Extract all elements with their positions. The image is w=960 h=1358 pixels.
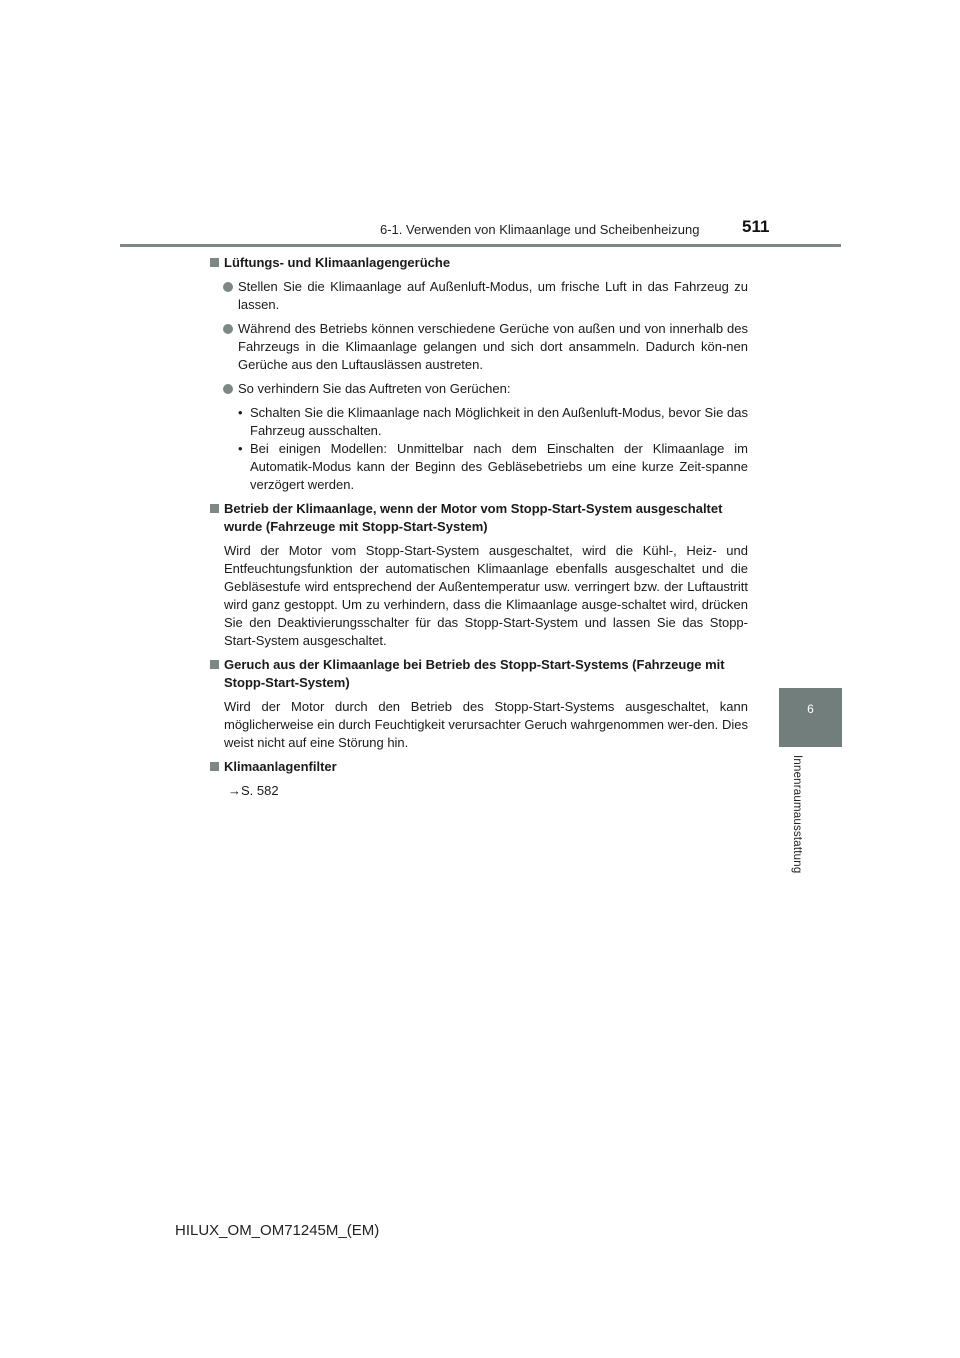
circle-bullet-icon [223,282,233,292]
sub-list-item [210,404,748,440]
square-bullet-icon [210,258,219,267]
bullet-item [210,380,748,398]
page-reference: →S. 582 [228,783,279,798]
heading-text: Klimaanlagenfilter [224,759,337,774]
heading-text: Betrieb der Klimaanlage, wenn der Motor vom Stopp-Start-System ausgeschaltet wurde (Fahrzeuge mit Stopp-Start-System) [224,501,723,534]
circle-bullet-icon [223,324,233,334]
bullet-text: Während des Betriebs können verschiedene Gerüche von außen und von innerhalb des Fahrzeugs in die Klimaanlage gelangen und sich dort ansammeln. Dadurch kön-nen Gerüche aus den Luftauslässen austreten. [238,321,748,372]
page-number: 511 [742,217,770,236]
section-heading-odors [210,254,748,272]
bullet-item [210,320,748,374]
document-id: HILUX_OM_OM71245M_(EM) [175,1222,380,1239]
chapter-number: 6 [807,702,814,716]
circle-bullet-icon [223,384,233,394]
section-heading-stop-start [210,500,748,536]
sub-list-item [210,440,748,494]
section-paragraph: Wird der Motor durch den Betrieb des Stopp-Start-Systems ausgeschaltet, kann möglicherweise ein durch Feuchtigkeit verursachter Geruch wahrgenommen wer-den. Dies weist nicht auf eine Störung hin. [224,699,748,750]
section-heading-smell [210,656,748,692]
section-paragraph: Wird der Motor vom Stopp-Start-System ausgeschaltet, wird die Kühl-, Heiz- und Entfeuchtungsfunktion der automatischen Klimaanlage ebenfalls ausgeschaltet und die Gebläsestufe wird entsprechend der Außentemperatur usw. verringert bzw. der Luftaustritt wird ganz gestoppt. Um zu verhindern, dass die Klimaanlage ausge-schaltet wird, drücken Sie den Deaktivierungsschalter für das Stopp-Start-System und lassen Sie das Stopp-Start-System ausgeschaltet. [224,543,748,648]
dot-marker-icon: • [238,405,243,420]
sub-list [210,404,748,494]
sub-item-text: Schalten Sie die Klimaanlage nach Möglichkeit in den Außenluft-Modus, bevor Sie das Fahrzeug ausschalten. [250,405,748,438]
heading-text: Geruch aus der Klimaanlage bei Betrieb des Stopp-Start-Systems (Fahrzeuge mit Stopp-Start-System) [224,657,725,690]
square-bullet-icon [210,660,219,669]
page-content [210,254,748,806]
chapter-tab [779,688,842,747]
bullet-item [210,278,748,314]
page-header-title: 6-1. Verwenden von Klimaanlage und Scheibenheizung [380,222,700,237]
square-bullet-icon [210,504,219,513]
sub-item-text: Bei einigen Modellen: Unmittelbar nach dem Einschalten der Klimaanlage im Automatik-Modus kann der Beginn des Gebläsebetriebs um eine kurze Zeit-spanne verzögert werden. [250,441,748,492]
bullet-text: Stellen Sie die Klimaanlage auf Außenluft-Modus, um frische Luft in das Fahrzeug zu lassen. [238,279,748,312]
bullet-text: So verhindern Sie das Auftreten von Gerüchen: [238,381,511,396]
chapter-side-label: Innenraumausstattung [791,755,803,874]
heading-text: Lüftungs- und Klimaanlagengerüche [224,255,451,270]
square-bullet-icon [210,762,219,771]
section-heading-filter [210,758,748,776]
dot-marker-icon: • [238,441,243,456]
header-divider [120,244,841,247]
